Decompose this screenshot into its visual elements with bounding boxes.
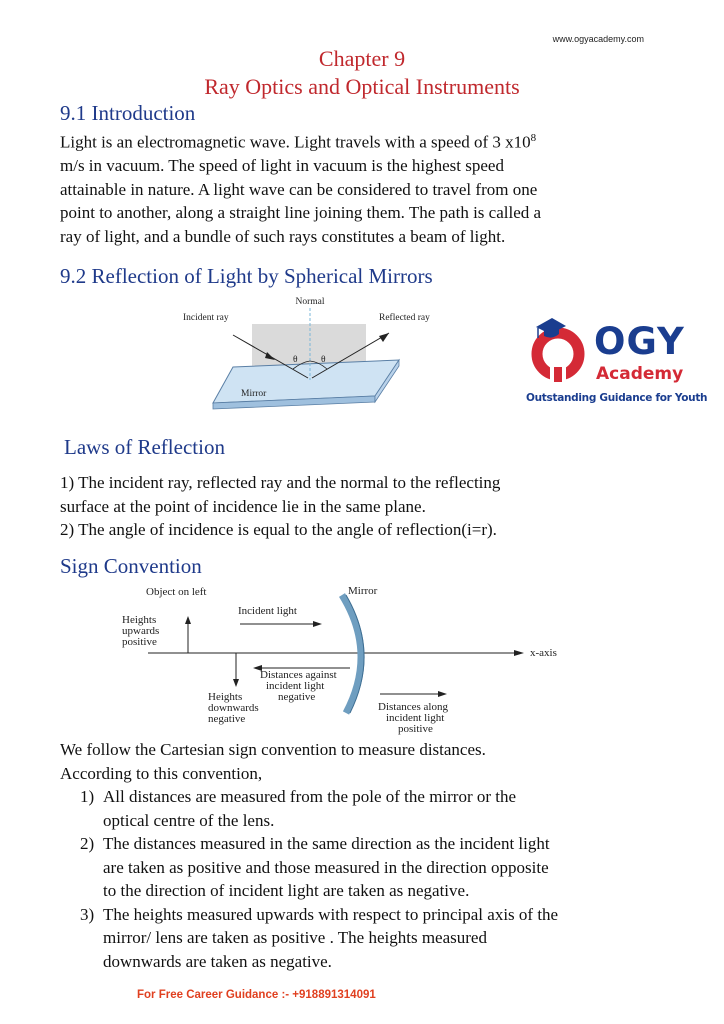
chapter-title: Ray Optics and Optical Instruments	[204, 74, 520, 99]
along-label-1: Distances along	[378, 701, 448, 713]
rule-number: 3)	[80, 904, 95, 924]
x-axis-arrow-icon	[514, 650, 524, 656]
introduction-paragraph	[60, 127, 541, 248]
sign-convention-rules	[80, 785, 680, 973]
mirror-label: Mirror	[241, 389, 267, 399]
logo-name: OGY	[594, 320, 685, 363]
sign-intro-line-1: We follow the Cartesian sign convention to measure distances.	[60, 740, 486, 759]
section-introduction-heading: 9.1 Introduction	[60, 101, 196, 125]
law-2: 2) The angle of incidence is equal to the angle of reflection(i=r).	[60, 520, 497, 539]
heights-up-label-2: upwards	[122, 625, 160, 637]
against-label-3: negative	[278, 691, 316, 703]
incident-ray-label: Incident ray	[183, 313, 229, 323]
sign-convention-intro	[60, 738, 486, 785]
theta-reflection-label: θ	[321, 355, 326, 365]
rule-item	[80, 785, 680, 832]
rule-number: 1)	[80, 787, 95, 806]
reflection-diagram	[175, 292, 455, 417]
sign-intro-line-2: According to this convention,	[60, 763, 263, 783]
intro-line-5: ray of light, and a bundle of such rays constitutes a beam of light.	[60, 226, 506, 246]
object-left-label: Object on left	[146, 586, 207, 598]
rule-line: optical centre of the lens.	[103, 810, 275, 830]
law-1-line-2: surface at the point of incidence lie in the same plane.	[60, 496, 426, 516]
rule-line: are taken as positive and those measured in the direction opposite	[103, 857, 549, 877]
rule-item	[80, 903, 680, 974]
mirror-label: Mirror	[348, 585, 378, 597]
height-down-arrow-icon	[233, 679, 239, 687]
x-axis-label: x-axis	[530, 647, 557, 659]
logo-tagline: Outstanding Guidance for Youth	[526, 392, 708, 404]
rule-line: The heights measured upwards with respect to principal axis of the	[103, 904, 559, 924]
distance-along-arrow-icon	[438, 691, 447, 697]
rule-line: The distances measured in the same direction as the incident light	[103, 834, 550, 853]
reflected-arrow-icon	[379, 333, 389, 342]
footer-career-guidance[interactable]: For Free Career Guidance :- +918891314091	[137, 989, 376, 1001]
chapter-number: Chapter 9	[318, 46, 406, 71]
against-label-2: incident light	[266, 680, 325, 692]
website-url[interactable]: www.ogyacademy.com	[552, 34, 644, 44]
incident-light-arrow-icon	[313, 621, 322, 627]
intro-line-2: m/s in vacuum. The speed of light in vacuum is the highest speed	[60, 156, 504, 176]
rule-line: to the direction of incident light are taken as negative.	[103, 881, 470, 900]
heights-up-label-3: positive	[122, 636, 157, 648]
logo-academy: Academy	[596, 364, 684, 384]
ogy-academy-logo[interactable]	[522, 312, 707, 410]
normal-label: Normal	[295, 297, 325, 307]
along-label-3: positive	[398, 723, 433, 735]
rule-line: mirror/ lens are taken as positive . The heights measured	[103, 928, 487, 947]
rule-item	[80, 832, 680, 903]
laws-heading: Laws of Reflection	[64, 435, 225, 459]
law-1-line-1: 1) The incident ray, reflected ray and the normal to the reflecting	[60, 473, 501, 492]
against-label-1: Distances against	[260, 669, 337, 681]
heights-down-label-3: negative	[208, 713, 246, 725]
theta-incidence-label: θ	[293, 355, 298, 365]
intro-line-4: point to another, along a straight line joining them. The path is called a	[60, 203, 542, 223]
height-up-arrow-icon	[185, 616, 191, 624]
graduation-logo-icon	[522, 314, 592, 384]
intro-line-3: attainable in nature. A light wave can be considered to travel from one	[60, 179, 538, 199]
rule-line: All distances are measured from the pole of the mirror or the	[103, 787, 517, 806]
rule-line: downwards are taken as negative.	[103, 951, 332, 971]
rule-number: 2)	[80, 834, 95, 853]
heights-up-label-1: Heights	[122, 614, 157, 626]
intro-line-1: Light is an electromagnetic wave. Light travels with a speed of 3 $x10^8$	[60, 132, 537, 152]
heights-down-label-2: downwards	[208, 702, 259, 714]
along-label-2: incident light	[386, 712, 445, 724]
incident-light-label: Incident light	[238, 605, 297, 617]
section-reflection-heading: 9.2 Reflection of Light by Spherical Mirrors	[60, 264, 433, 288]
reflected-ray-label: Reflected ray	[379, 313, 430, 323]
heights-down-label-1: Heights	[208, 691, 243, 703]
sign-convention-diagram	[110, 580, 590, 735]
concave-mirror	[342, 595, 361, 713]
sign-convention-heading: Sign Convention	[60, 554, 202, 578]
laws-list	[60, 471, 500, 542]
